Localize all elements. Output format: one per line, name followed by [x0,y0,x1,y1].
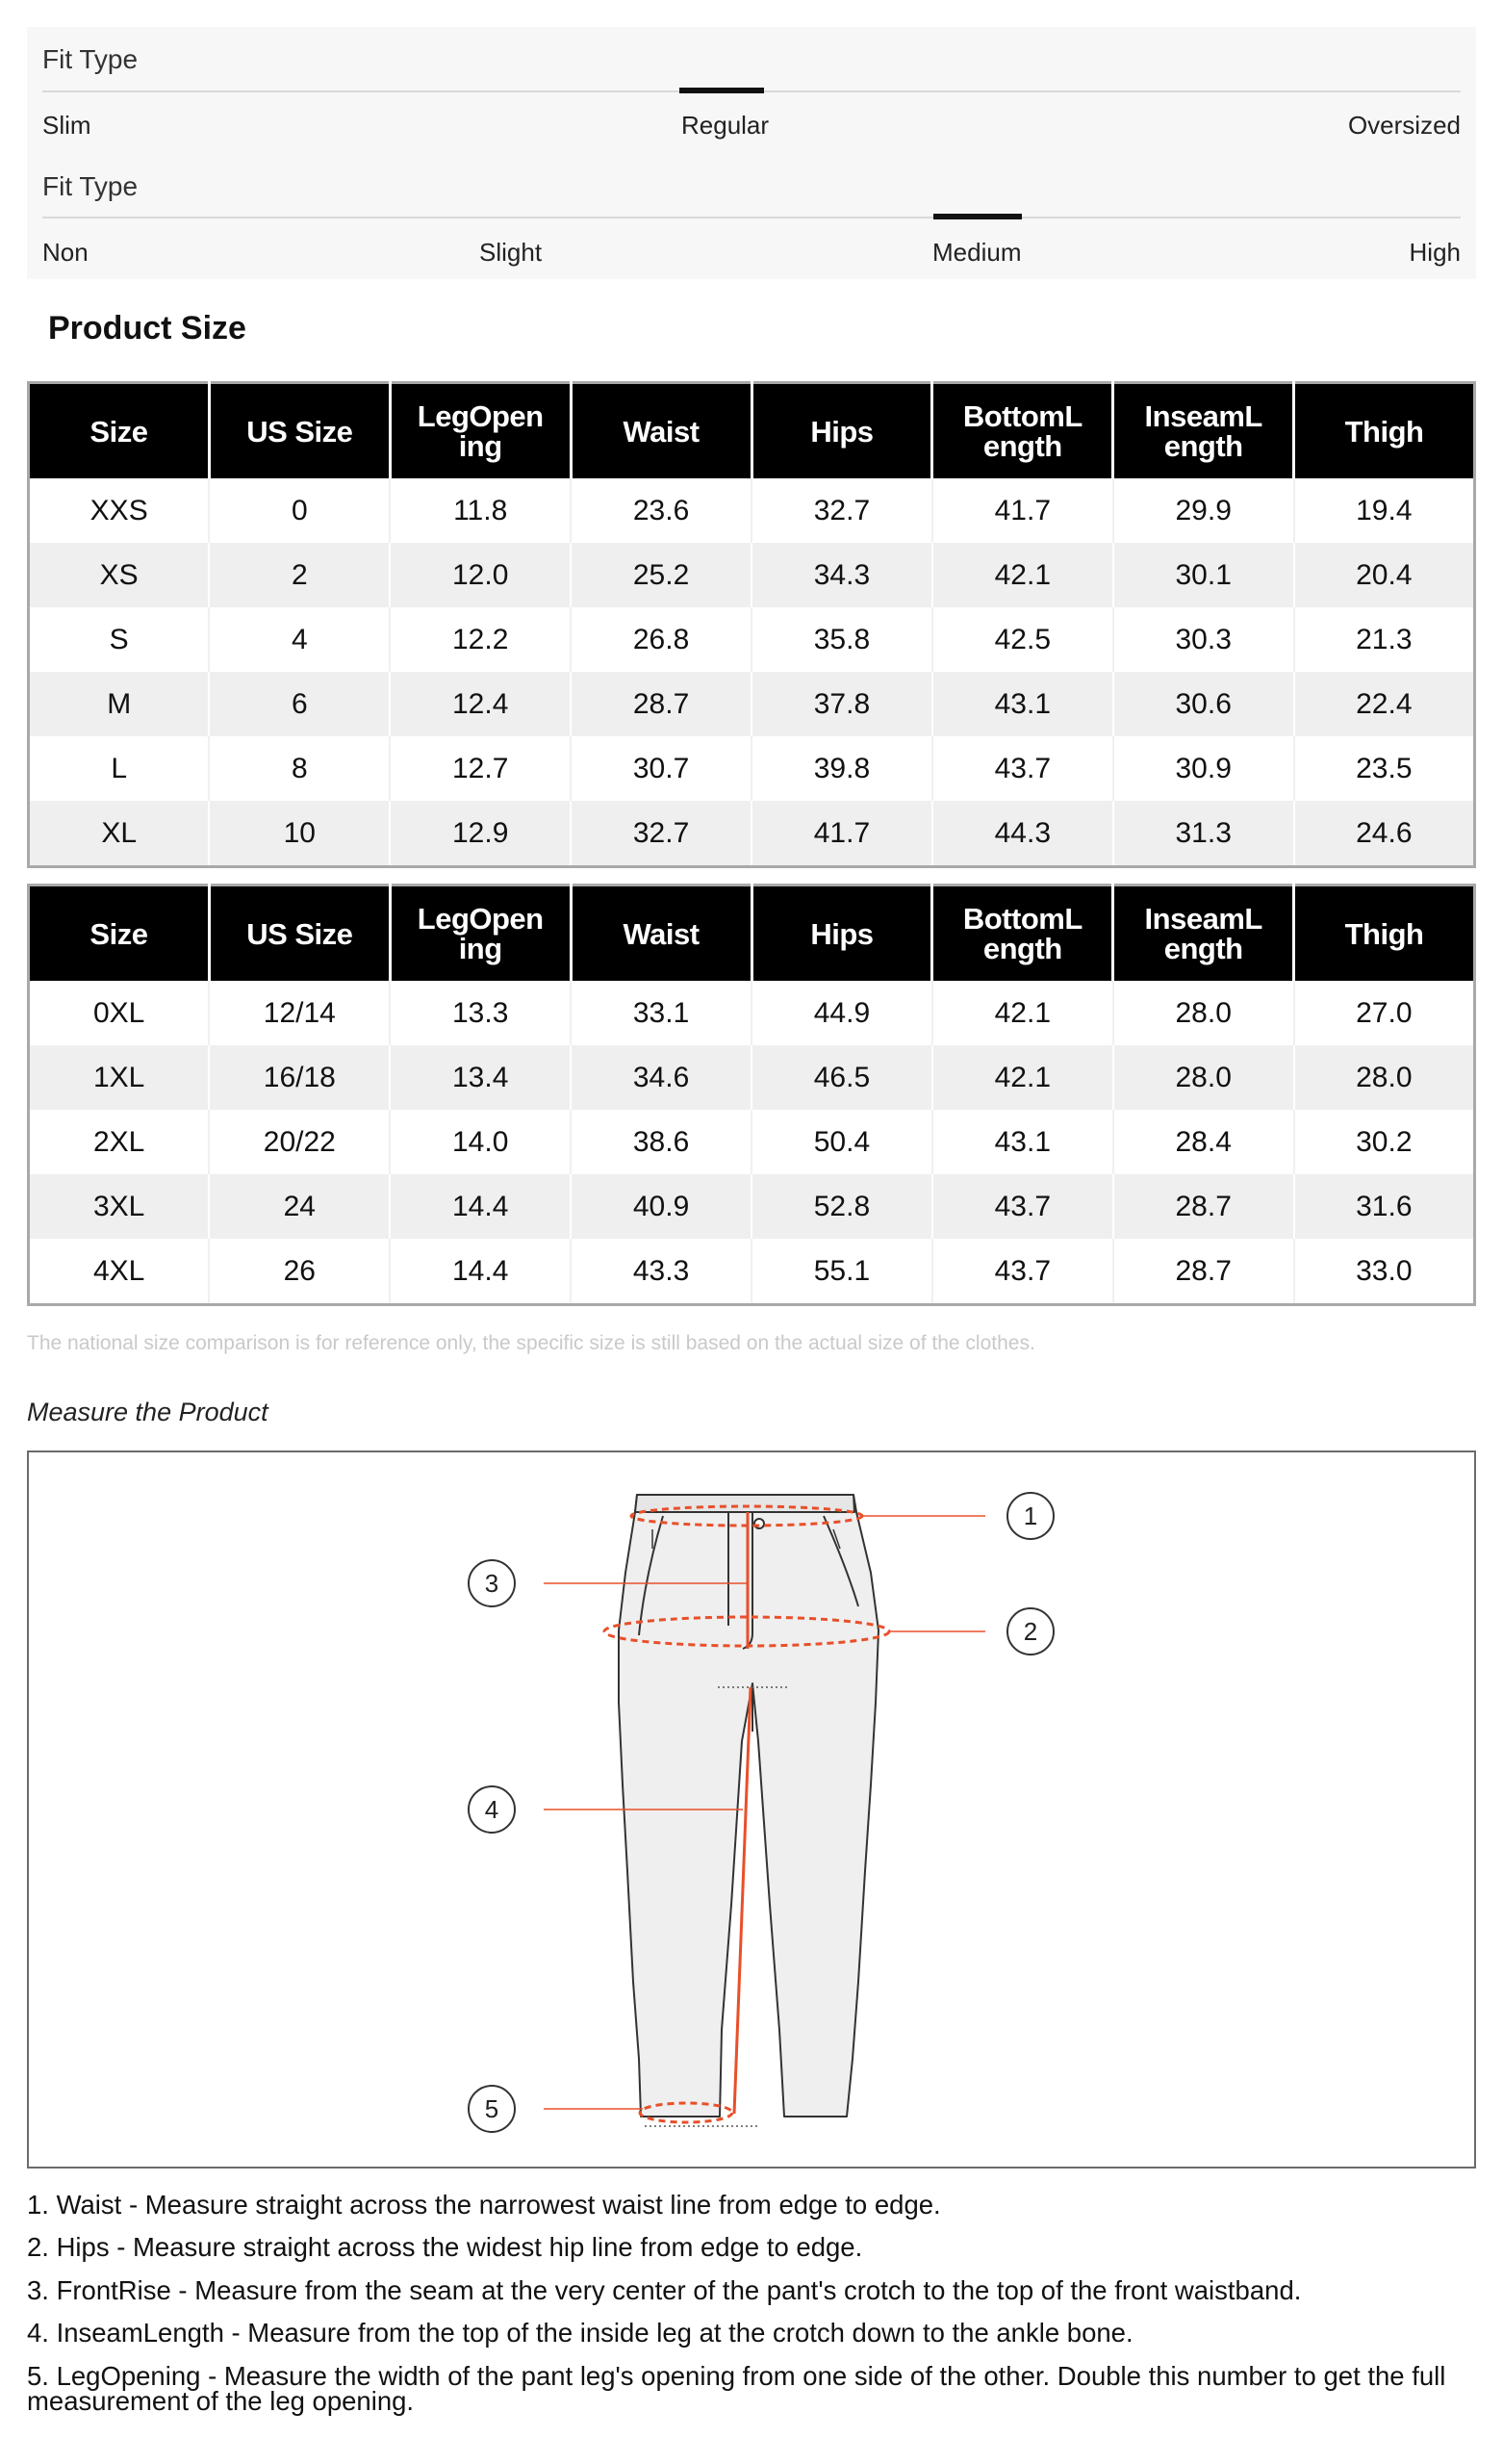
header-thigh: Thigh [1294,886,1475,982]
table-cell: 16/18 [209,1045,390,1110]
table-cell: 43.7 [932,1174,1113,1239]
measure-title: Measure the Product [27,1398,268,1426]
table-cell: 42.1 [932,981,1113,1045]
button-icon [754,1519,764,1528]
table-row [29,801,1475,867]
table-cell: 28.7 [1113,1174,1294,1239]
header-size: Size [29,383,210,479]
table-cell: 30.2 [1294,1110,1475,1174]
table-cell: 43.1 [932,672,1113,736]
table-cell: 1XL [29,1045,210,1110]
instruction-front-rise: 3. FrontRise - Measure from the seam at the very center of the pant's crotch to the top of the front waistband. [27,2275,1302,2305]
stretch-type-indicator [933,214,1022,219]
table-row [29,981,1475,1045]
table-cell: 13.4 [390,1045,571,1110]
fit-label-regular: Regular [681,111,770,140]
table-cell: 32.7 [752,478,932,543]
stretch-type-title: Fit Type [42,171,139,201]
header-leg-opening: LegOpen ing [390,886,571,982]
table-cell: 52.8 [752,1174,932,1239]
table-cell: 43.7 [932,1239,1113,1305]
table-cell: 2 [209,543,390,607]
table-cell: 19.4 [1294,478,1475,543]
table-cell: 24 [209,1174,390,1239]
table-cell: S [29,607,210,672]
table-cell: 28.4 [1113,1110,1294,1174]
table-cell: 12.7 [390,736,571,801]
table-cell: 4XL [29,1239,210,1305]
table-cell: 30.7 [571,736,752,801]
size-disclaimer-note: The national size comparison is for reference only, the specific size is still based on the actual size of the clothes. [27,1332,1035,1354]
table-cell: 26.8 [571,607,752,672]
table-cell: XXS [29,478,210,543]
table-row [29,1110,1475,1174]
table-cell: L [29,736,210,801]
measurement-diagram [27,1450,1476,2169]
table-cell: 35.8 [752,607,932,672]
table-cell: M [29,672,210,736]
header-waist: Waist [571,886,752,982]
table-cell: 14.4 [390,1239,571,1305]
header-us-size: US Size [209,383,390,479]
marker-1 [1007,1493,1054,1539]
marker-5 [469,2086,515,2132]
table-cell: 39.8 [752,736,932,801]
size-table-plus [27,884,1476,1306]
header-inseam-length: InseamL ength [1113,383,1294,479]
table-cell: 26 [209,1239,390,1305]
header-thigh: Thigh [1294,383,1475,479]
table-cell: 20.4 [1294,543,1475,607]
table-cell: 0XL [29,981,210,1045]
marker-3 [469,1560,515,1606]
fit-label-oversized: Oversized [1347,111,1461,140]
instruction-leg-opening: 5. LegOpening - Measure the width of the pant leg's opening from one side of the other. Double this number to get the full measurement of the leg opening. [27,2361,1446,2416]
stretch-label-slight: Slight [479,238,543,267]
svg-text:3: 3 [484,1569,499,1598]
instruction-waist: 1. Waist - Measure straight across the narrowest waist line from edge to edge. [27,2190,941,2220]
table-cell: 42.1 [932,543,1113,607]
table-cell: 14.0 [390,1110,571,1174]
table-cell: 41.7 [932,478,1113,543]
table-cell: 2XL [29,1110,210,1174]
table-row [29,478,1475,543]
table-cell: 43.3 [571,1239,752,1305]
table-cell: 30.6 [1113,672,1294,736]
table-cell: 33.0 [1294,1239,1475,1305]
svg-text:1: 1 [1023,1502,1038,1530]
header-leg-opening: LegOpen ing [390,383,571,479]
header-bottom-length: BottomL ength [932,886,1113,982]
product-size-title: Product Size [48,310,246,346]
table-row [29,1045,1475,1110]
table-cell: XL [29,801,210,867]
table-cell: XS [29,543,210,607]
table-cell: 43.1 [932,1110,1113,1174]
table-cell: 11.8 [390,478,571,543]
size-table-regular [27,381,1476,868]
table-cell: 38.6 [571,1110,752,1174]
table-cell: 12.4 [390,672,571,736]
table-row [29,736,1475,801]
table-cell: 23.5 [1294,736,1475,801]
table-cell: 22.4 [1294,672,1475,736]
table-cell: 6 [209,672,390,736]
table-cell: 31.3 [1113,801,1294,867]
table-cell: 28.0 [1113,981,1294,1045]
table-header-row [29,886,1475,982]
table-cell: 42.1 [932,1045,1113,1110]
table-cell: 33.1 [571,981,752,1045]
stretch-label-medium: Medium [932,238,1022,267]
svg-text:5: 5 [484,2094,499,2123]
header-hips: Hips [752,383,932,479]
table-cell: 43.7 [932,736,1113,801]
header-waist: Waist [571,383,752,479]
table-cell: 41.7 [752,801,932,867]
table-cell: 3XL [29,1174,210,1239]
table-cell: 32.7 [571,801,752,867]
table-cell: 50.4 [752,1110,932,1174]
table-cell: 28.0 [1113,1045,1294,1110]
header-hips: Hips [752,886,932,982]
table-cell: 34.6 [571,1045,752,1110]
table-cell: 25.2 [571,543,752,607]
instruction-inseam-length: 4. InseamLength - Measure from the top of the inside leg at the crotch down to the ankle bone. [27,2318,1134,2348]
table-cell: 28.7 [571,672,752,736]
header-us-size: US Size [209,886,390,982]
table-header-row [29,383,1475,479]
instruction-hips: 2. Hips - Measure straight across the widest hip line from edge to edge. [27,2232,863,2262]
stretch-label-non: Non [42,238,89,267]
svg-text:4: 4 [484,1795,499,1824]
table-cell: 21.3 [1294,607,1475,672]
table-cell: 12.0 [390,543,571,607]
pants-illustration [29,1452,1474,2167]
fit-type-panel [27,27,1476,279]
table-cell: 44.9 [752,981,932,1045]
table-row [29,672,1475,736]
table-cell: 30.3 [1113,607,1294,672]
table-cell: 12.2 [390,607,571,672]
table-row [29,607,1475,672]
table-cell: 8 [209,736,390,801]
table-cell: 28.7 [1113,1239,1294,1305]
header-bottom-length: BottomL ength [932,383,1113,479]
table-cell: 31.6 [1294,1174,1475,1239]
table-cell: 40.9 [571,1174,752,1239]
table-cell: 13.3 [390,981,571,1045]
table-cell: 20/22 [209,1110,390,1174]
table-cell: 14.4 [390,1174,571,1239]
table-cell: 12/14 [209,981,390,1045]
stretch-type-track [42,217,1461,218]
header-inseam-length: InseamL ength [1113,886,1294,982]
stretch-label-high: High [1409,238,1461,267]
svg-text:2: 2 [1023,1617,1038,1646]
marker-2 [1007,1608,1054,1655]
marker-4 [469,1786,515,1833]
table-cell: 42.5 [932,607,1113,672]
table-cell: 55.1 [752,1239,932,1305]
table-cell: 4 [209,607,390,672]
table-row [29,1174,1475,1239]
table-cell: 0 [209,478,390,543]
table-cell: 28.0 [1294,1045,1475,1110]
table-cell: 29.9 [1113,478,1294,543]
table-cell: 27.0 [1294,981,1475,1045]
table-cell: 37.8 [752,672,932,736]
header-size: Size [29,886,210,982]
table-cell: 24.6 [1294,801,1475,867]
table-cell: 46.5 [752,1045,932,1110]
fit-type-title: Fit Type [42,44,139,74]
fit-type-indicator [679,88,764,93]
table-cell: 30.1 [1113,543,1294,607]
table-cell: 30.9 [1113,736,1294,801]
table-row [29,1239,1475,1305]
fit-label-slim: Slim [42,111,91,140]
table-cell: 12.9 [390,801,571,867]
table-cell: 34.3 [752,543,932,607]
table-row [29,543,1475,607]
table-cell: 23.6 [571,478,752,543]
table-cell: 44.3 [932,801,1113,867]
table-cell: 10 [209,801,390,867]
